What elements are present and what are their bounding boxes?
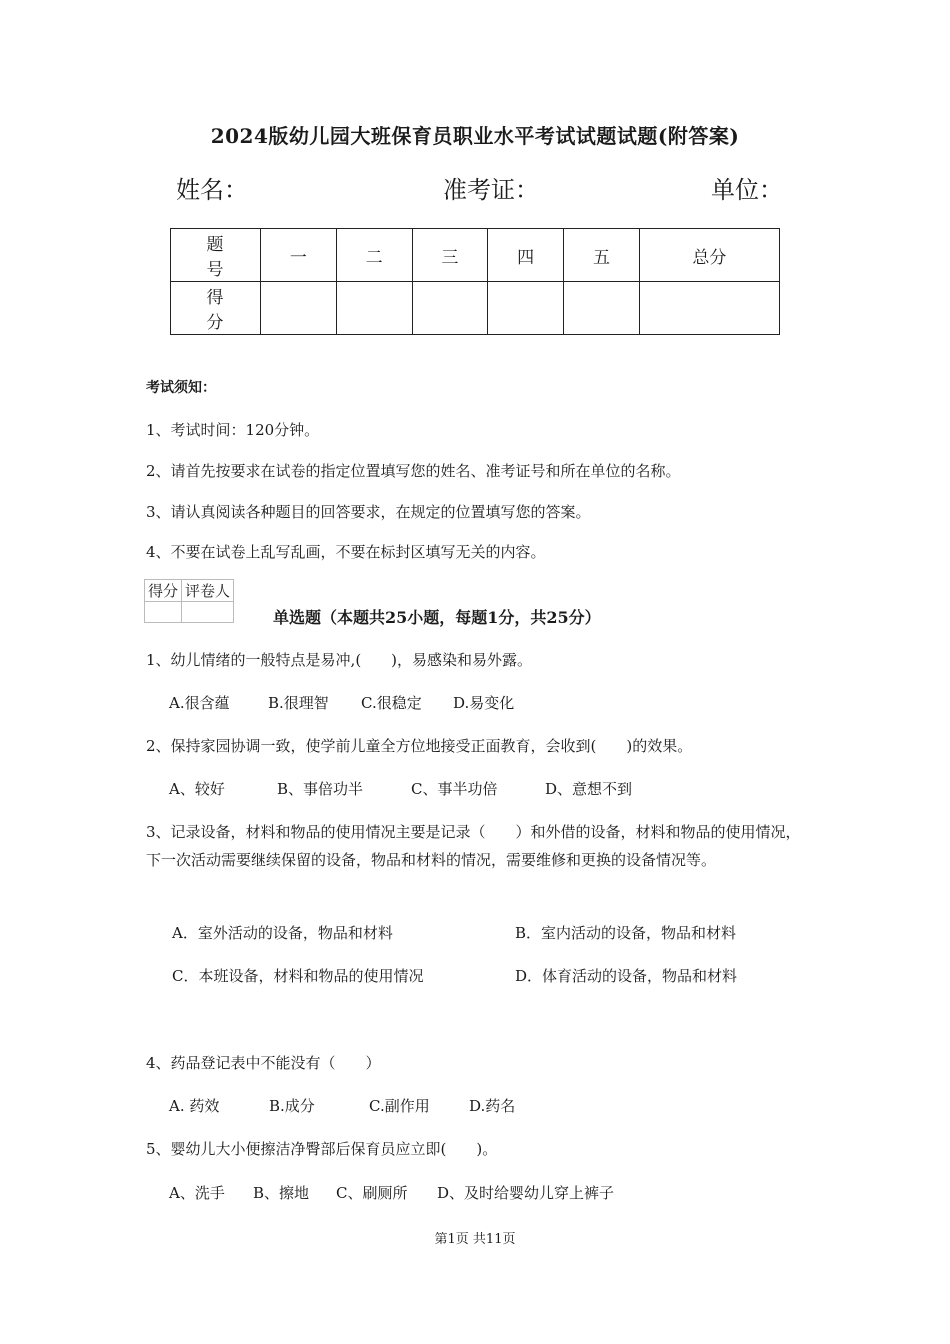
- score-table: [170, 228, 780, 335]
- score-table-row-label: 得 分: [171, 282, 261, 335]
- notice-item: 2、请首先按要求在试卷的指定位置填写您的姓名、准考证号和所在单位的名称。: [146, 462, 681, 480]
- grader-score-cell[interactable]: [145, 602, 182, 623]
- score-input-cell[interactable]: [488, 282, 564, 335]
- score-input-cell[interactable]: [412, 282, 488, 335]
- score-table-header-label: 题 号: [171, 229, 261, 282]
- score-table-header-cell: 五: [564, 229, 640, 282]
- question-option: D、及时给婴幼儿穿上裤子: [437, 1184, 615, 1202]
- page-number: 第1页 共11页: [434, 1232, 516, 1247]
- question-stem: 4、药品登记表中不能没有（ ）: [146, 1054, 381, 1072]
- score-input-cell[interactable]: [639, 282, 779, 335]
- score-table-header-cell: 二: [336, 229, 412, 282]
- question-option: A、洗手: [169, 1184, 225, 1202]
- question-option: B．室内活动的设备，物品和材料: [515, 924, 737, 942]
- score-table-header-cell: 一: [261, 229, 337, 282]
- score-input-cell[interactable]: [336, 282, 412, 335]
- question-option: C、刷厕所: [336, 1184, 408, 1202]
- question-option: A. 药效: [169, 1097, 220, 1115]
- notice-item: 4、不要在试卷上乱写乱画，不要在标封区填写无关的内容。: [146, 543, 546, 561]
- question-option: C.副作用: [369, 1097, 430, 1115]
- score-input-cell[interactable]: [564, 282, 640, 335]
- question-option: A．室外活动的设备，物品和材料: [172, 924, 393, 942]
- question-option: B、事倍功半: [277, 780, 364, 798]
- notice-title: 考试须知：: [146, 380, 216, 396]
- name-field-label: 姓名：: [176, 176, 248, 204]
- notice-item: 1、考试时间：120分钟。: [146, 421, 320, 439]
- exam-title: 2024版幼儿园大班保育员职业水平考试试题试题(附答案): [210, 124, 740, 148]
- unit-field-label: 单位：: [711, 176, 783, 204]
- question-option: B.很理智: [268, 694, 329, 712]
- question-option: C.很稳定: [361, 694, 422, 712]
- question-option: A.很含蕴: [169, 694, 230, 712]
- grader-score-label: 得分: [145, 580, 182, 602]
- grader-reviewer-label: 评卷人: [182, 580, 234, 602]
- question-stem: 3、记录设备，材料和物品的使用情况主要是记录（ ）和外借的设备，材料和物品的使用情况，下一次活动需要继续保留的设备，物品和材料的情况，需要维修和更换的设备情况等。: [146, 823, 801, 869]
- score-table-score-row: [171, 282, 780, 335]
- notice-item: 3、请认真阅读各种题目的回答要求，在规定的位置填写您的答案。: [146, 503, 591, 521]
- question-option: D.易变化: [453, 694, 515, 712]
- question-option: B.成分: [269, 1097, 315, 1115]
- score-table-header-cell: 三: [412, 229, 488, 282]
- grader-box: [144, 579, 234, 623]
- question-stem: 5、婴幼儿大小便擦洁净臀部后保育员应立即( )。: [146, 1140, 498, 1158]
- score-table-header-cell: 四: [488, 229, 564, 282]
- question-option: D.药名: [469, 1097, 516, 1115]
- section-title: 单选题（本题共25小题，每题1分，共25分）: [273, 608, 601, 627]
- score-table-header-cell: 总分: [639, 229, 779, 282]
- score-table-header-row: [171, 229, 780, 282]
- question-option: C．本班设备，材料和物品的使用情况: [172, 967, 424, 985]
- exam-id-field-label: 准考证：: [443, 176, 539, 204]
- question-option: B、擦地: [253, 1184, 310, 1202]
- question-option: D、意想不到: [545, 780, 633, 798]
- question-option: C、事半功倍: [411, 780, 498, 798]
- question-stem: 2、保持家园协调一致，使学前儿童全方位地接受正面教育，会收到( )的效果。: [146, 737, 693, 755]
- question-option: D．体育活动的设备，物品和材料: [515, 967, 738, 985]
- question-option: A、较好: [169, 780, 225, 798]
- grader-reviewer-cell[interactable]: [182, 602, 234, 623]
- question-stem: 1、幼儿情绪的一般特点是易冲,( )，易感染和易外露。: [146, 651, 533, 669]
